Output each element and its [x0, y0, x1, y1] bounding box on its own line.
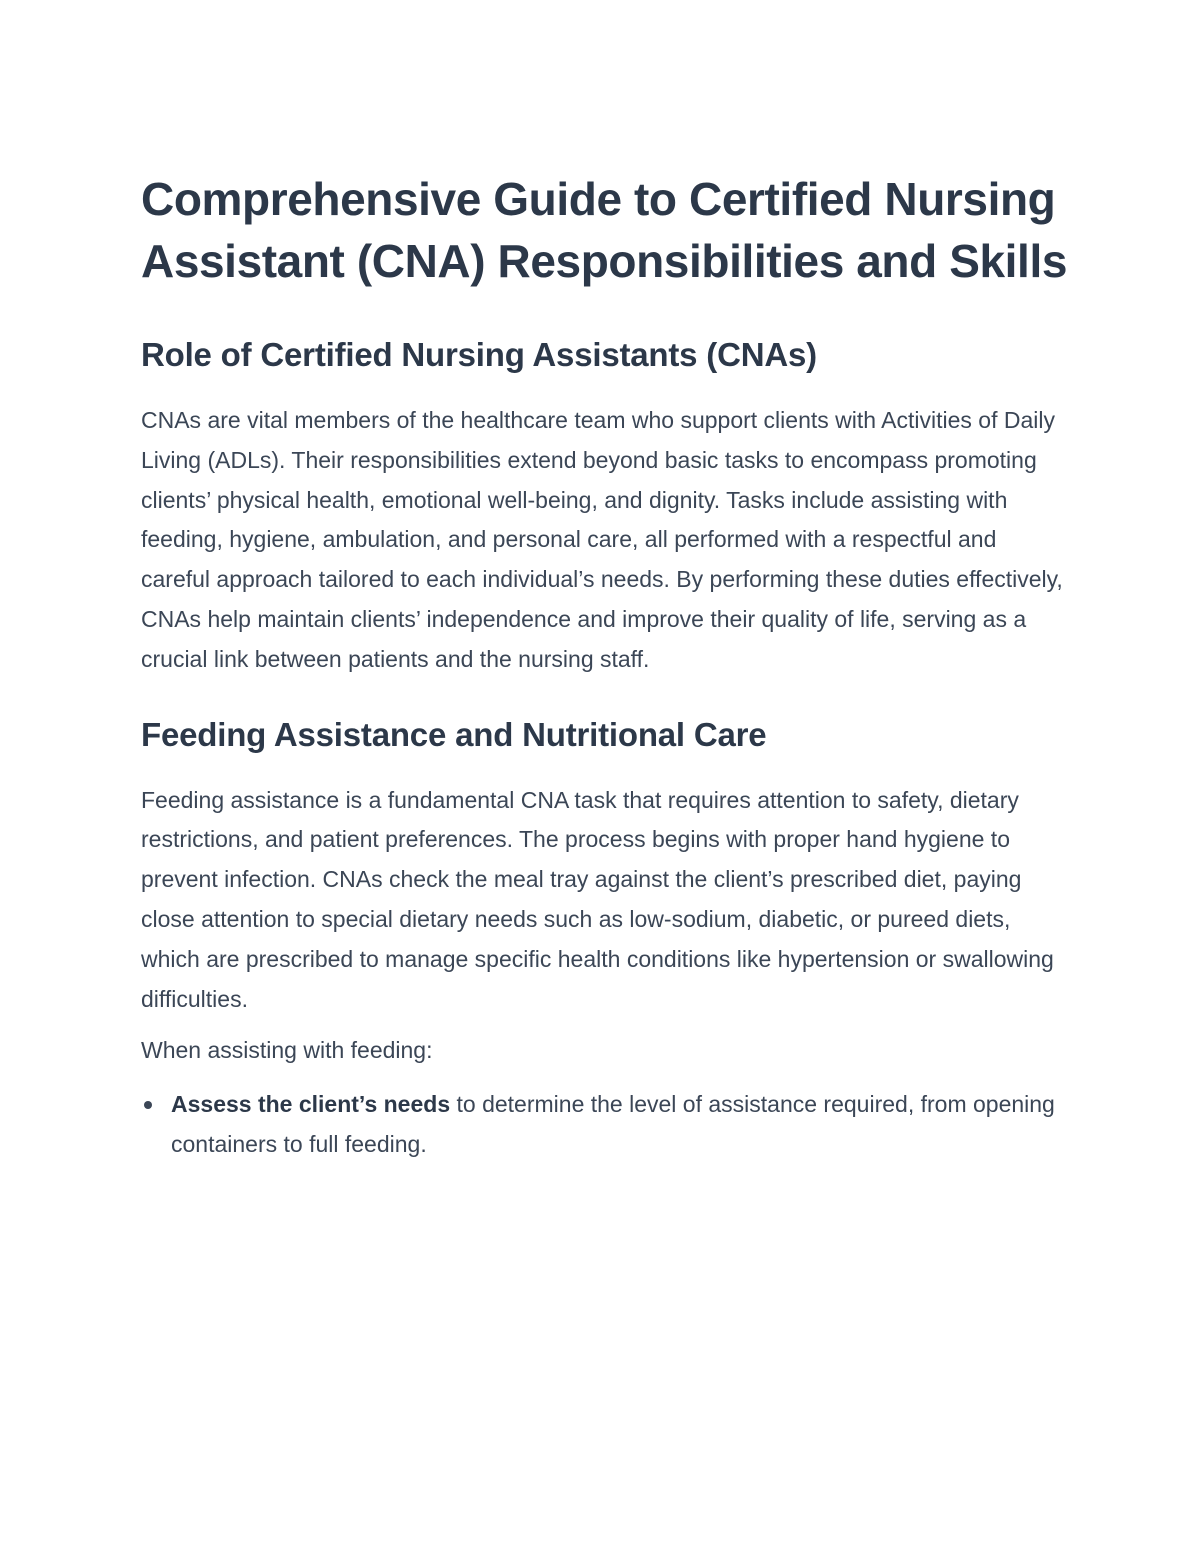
- section-paragraph-feeding: Feeding assistance is a fundamental CNA task that requires attention to safety, dietary restrictions, and patient preferences. The process begins with proper hand hygiene to prevent infection. CNAs check the meal tray against the client’s prescribed diet, paying close attention to special dietary needs such as low-sodium, diabetic, or pureed diets, which are prescribed to manage specific health conditions like hypertension or swallowing difficulties.: [141, 786, 1054, 1012]
- feeding-list-intro: When assisting with feeding:: [141, 1037, 433, 1064]
- document-title: Comprehensive Guide to Certified Nursing Assistant (CNA) Responsibilities and Skills: [141, 173, 1068, 287]
- list-item-text: to determine the level of assistance required, from opening containers to full feeding.: [171, 1091, 1055, 1157]
- section-heading-role: Role of Certified Nursing Assistants (CNAs): [141, 336, 817, 373]
- list-item-bold-text: Assess the client’s needs: [171, 1091, 451, 1118]
- list-item: [141, 1085, 1071, 1165]
- bullet-icon: [144, 1101, 152, 1109]
- document-page: [141, 168, 1071, 1165]
- feeding-list: [141, 1085, 1071, 1165]
- section-heading-feeding: Feeding Assistance and Nutritional Care: [141, 715, 767, 753]
- section-paragraph-role: CNAs are vital members of the healthcare team who support clients with Activities of Daily Living (ADLs). Their responsibilities extend beyond basic tasks to encompass promoting clients’ physical health, emotional well-being, and dignity. Tasks include assisting with feeding, hygiene, ambulation, and personal care, all performed with a respectful and careful approach tailored to each individual’s needs. By performing these duties effectively, CNAs help maintain clients’ independence and improve their quality of life, serving as a crucial link between patients and the nursing staff.: [141, 407, 1063, 672]
